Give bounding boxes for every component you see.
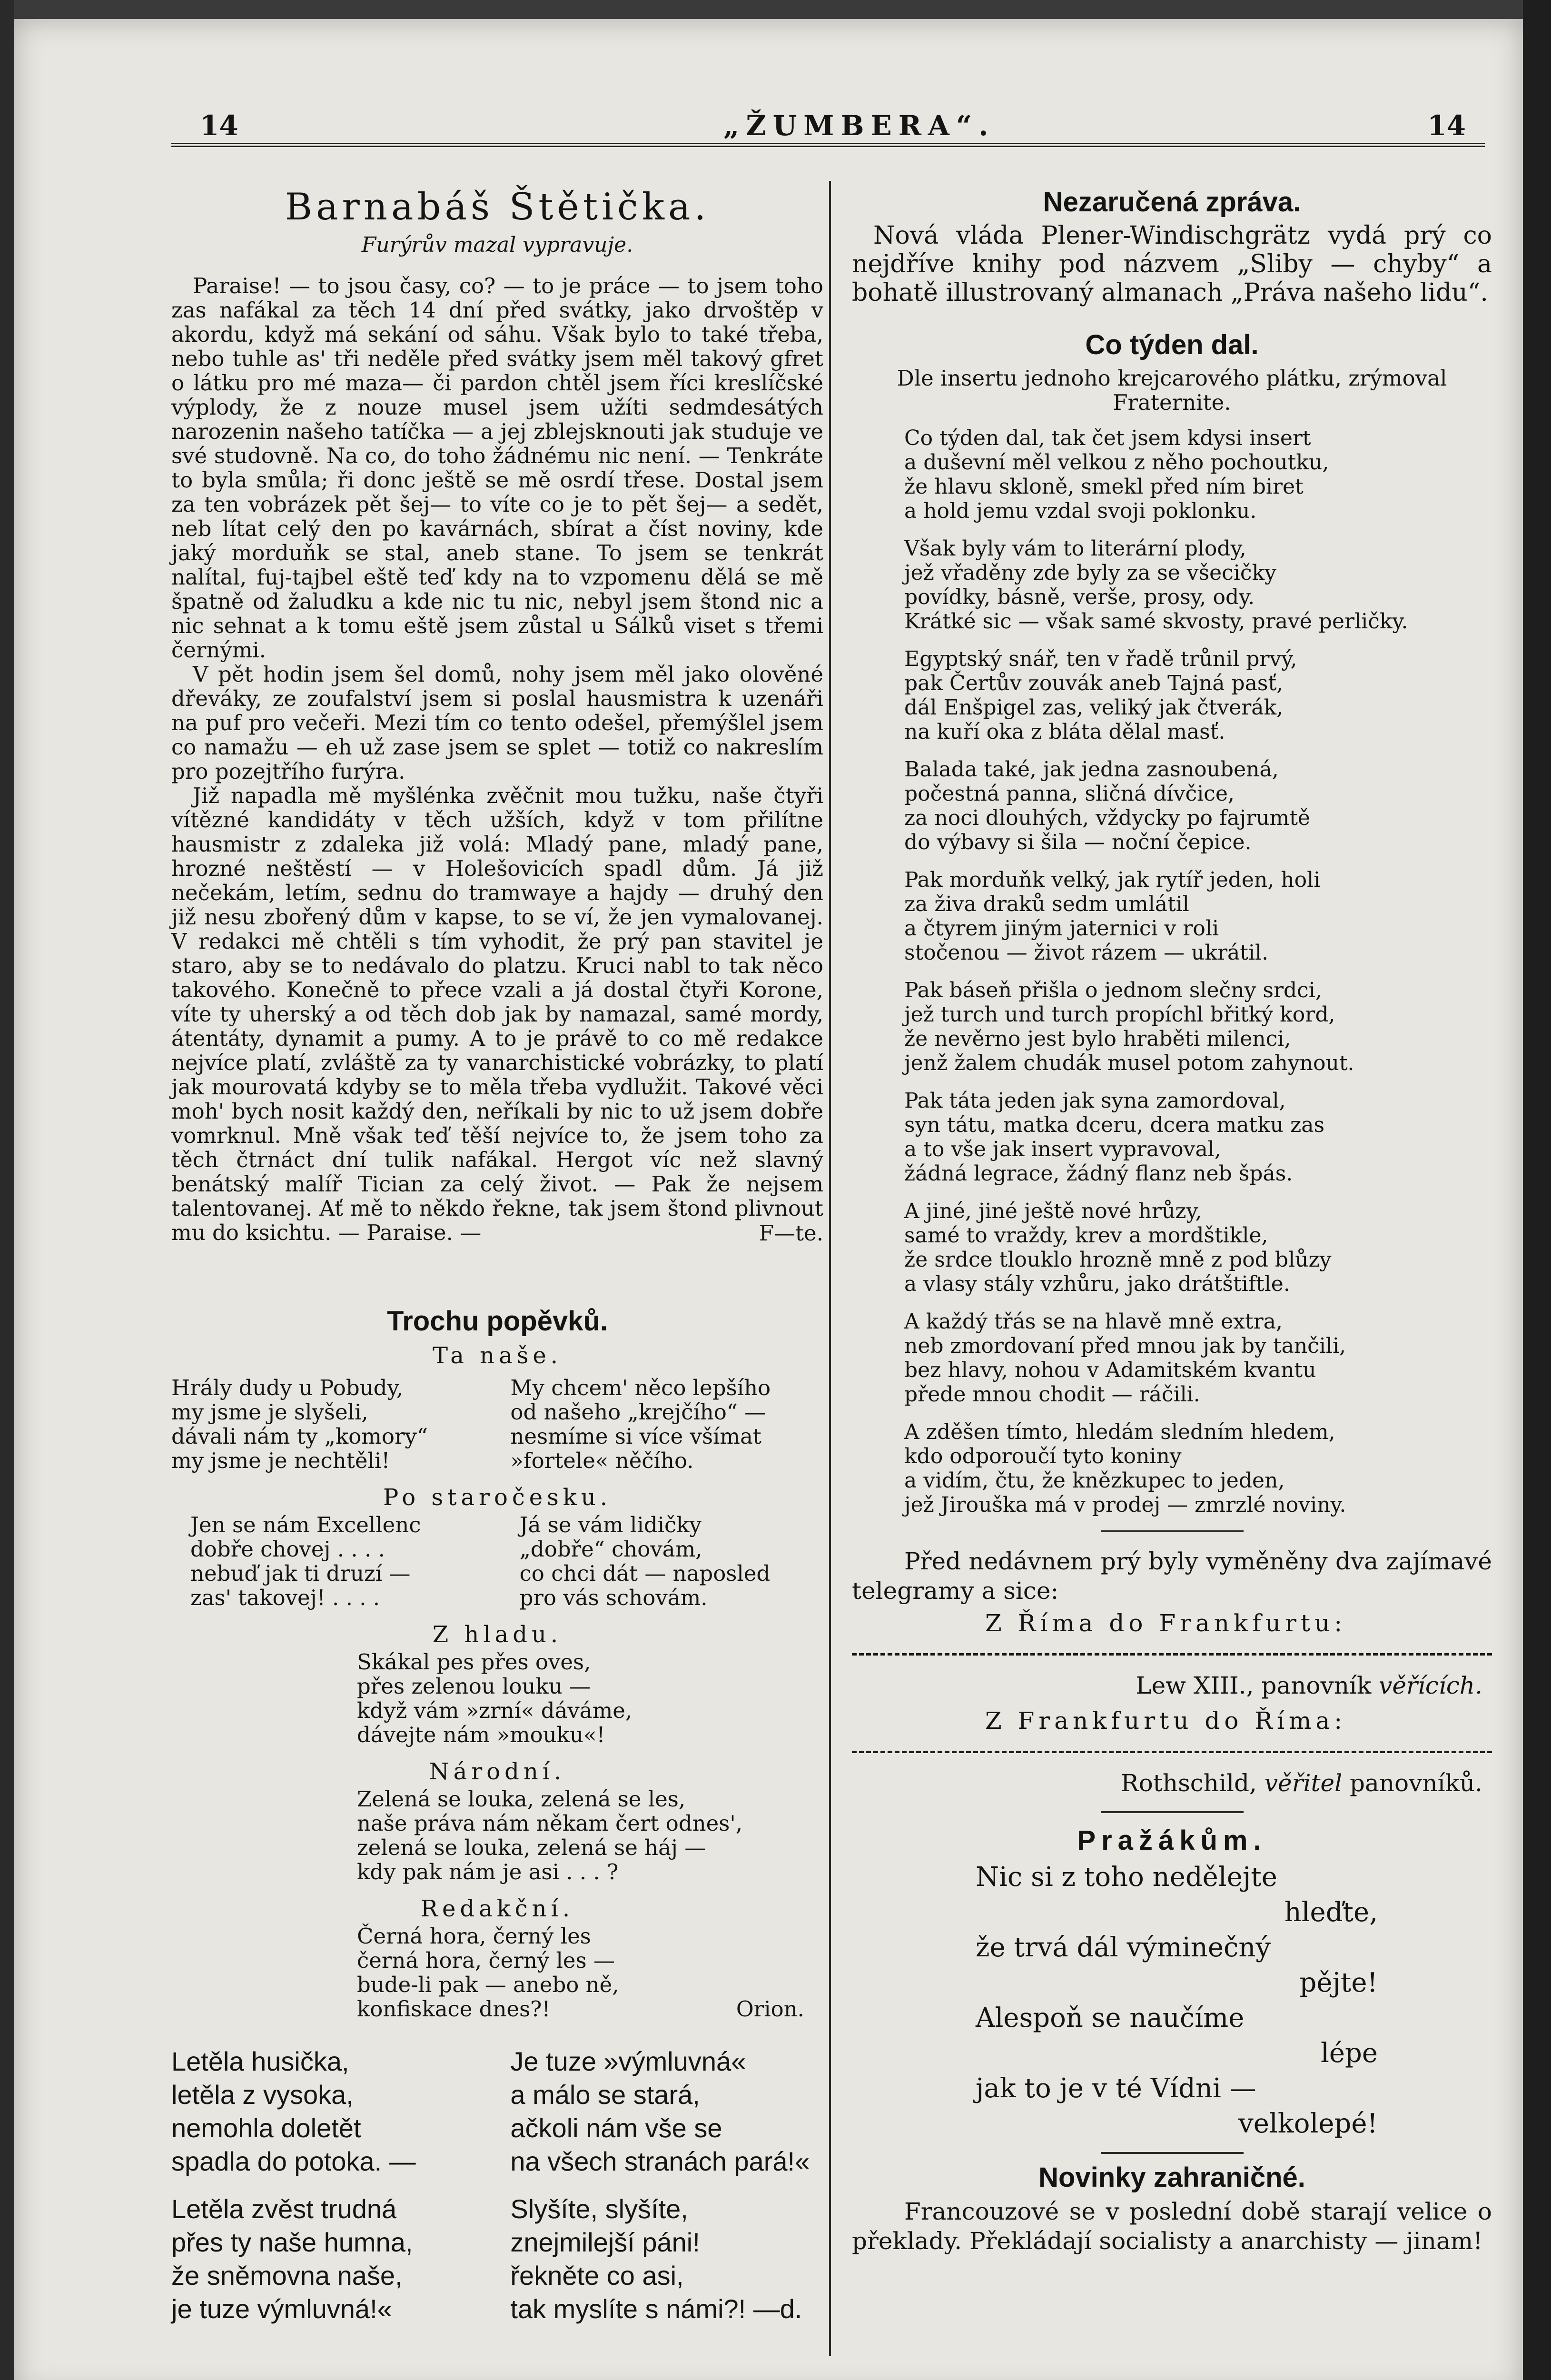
verse-line: a málo se stará, [510,2080,700,2110]
verse-line: za živa draků sedm umlátil [904,892,1189,916]
verse-line-right: hleďte, [1284,1897,1378,1928]
masthead-title: „ŽUMBERA“. [723,109,995,142]
verse-line: Pak táta jeden jak syna zamordoval, [904,1089,1286,1113]
article-paragraph: Paraise! — to jsou časy, co? — to je práce — to jsem toho zas nafákal za těch 14 dní před svátky, jako drvoštěp v akordu, když má sekání od sáhu. Však bylo to také třeba, nebo tuhle as' tři neděle před svátky jsem měl takový gfret o látku pro mé maza— či pardon chtěl jsem říci kreslíčské výplody, že z nouze musel jsem užíti sedmdesátých narozenin našeho tatíčka — a jej zblejsknouti jak studuje ve své studovně. Na co, do toho žádnému nic není. — Tenkráte to byla smůla; ři donc ještě se mě osrdí třese. Dostal jsem za ten vobrázek pět šej— to víte co je to pět šej— a sedět, neb lítat celý den po kavárnách, sbírat a číst noviny, kde jaký morduňk se stal, aneb stane. To jsem se tenkrát nalítal, fuj-tajbel eště teď kdy na to vzpomenu dělá se mě špatně od žaludku a kde nic tu nic, nebyl jsem štond nic a nic sehnat a k tomu eště jsem zůstal u Sálků viset s třemi černými. [171,273,823,663]
verse-line: Krátké sic — však samé skvosty, pravé perličky. [904,609,1408,634]
verse-line: že nevěrno jest bylo hraběti milenci, [904,1027,1291,1051]
verse-line: samé to vraždy, krev a mordštikle, [904,1223,1268,1248]
verse-line: povídky, básně, verše, prosy, ody. [904,585,1255,609]
section-divider [1101,1530,1244,1532]
verse-line: počestná panna, sličná dívčice, [904,782,1235,806]
section-divider [1101,2152,1244,2154]
stanza [904,978,1492,1075]
verse-line: naše práva nám někam čert odnes', [357,1811,743,1836]
verse-line: nesmíme si více všímat [510,1424,762,1449]
section-title-prazakum: Pražákům. [1077,1825,1267,1856]
verse-line: Skákal pes přes oves, [357,1649,591,1675]
poem-signature: Orion. [736,1996,804,2022]
verse-line: kdy pak nám je asi . . . ? [357,1859,619,1884]
column-divider [829,181,831,2356]
article-paragraph: Již napadla mě myšlénka zvěčnit mou tužku, naše čtyři vítězné kandidáty v těch užších, když v tom přilítne hausmistr z zdaleka již volá: Mladý pane, mladý pane, hrozné neštěstí — v Holešovicích spadl dům. Já již nečekám, letím, sednu do tramwaye a hajdy — druhý den již nesu zbořený dům v kapse, to se ví, že jen vymalovanej. V redakci mě chtěli s tím vyhodit, že prý pan stavitel je staro, aby se to nedávalo do platzu. Kruci nabl to tak něco takového. Konečně to přece vzali a já dostal čtyři Korone, víte ty uherský a od těch dob jak by namazal, samé mordy, átentáty, dynamit a pumy. A to je právě to co mě redakce nejvíce platí, zvláště za ty vanarchistické vobrázky, to platí jak mourovatá kdyby se to měla třeba vydlužit. Takové věci moh' bych nosit každý den, neříkali by nic to už jsem dobře vomrknul. Mně však teď těší nejvíce to, že jsem toho za těch čtrnáct dní tulik nafákal. Hergot víc než slavný benátský malíř Tician za celý život. — Pak že nejsem talentovanej. Ať mě to někdo řekne, tak jsem štond plivnout mu do ksichtu. — Paraise. — [171,783,823,1245]
verse-line: že trvá dál výminečný [976,1932,1271,1963]
poem-po-starocesku [190,1513,823,1610]
verse-line: Balada také, jak jedna zasnoubená, [904,757,1279,782]
stanza [904,868,1492,965]
article-subtitle: Furýrův mazal vypravuje. [361,233,633,257]
poem-left-stanza [171,2045,484,2178]
page-number-left: 14 [200,109,238,142]
verse-line: my jsme je nechtěli! [171,1448,390,1473]
verse-line: Letěla zvěst trudná [171,2194,397,2224]
verse-line: Černá hora, černý les [357,1924,591,1949]
verse-line: černá hora, černý les — [357,1948,615,1973]
poem-redakcni [357,1924,823,2021]
poem-right-stanza [510,1376,823,1473]
header-rule [171,143,1485,147]
verse-line: a čtyrem jiným jaternici v roli [904,916,1219,941]
verse-line-right: lépe [1320,2038,1378,2069]
verse-line: ačkoli nám vše se [510,2113,722,2143]
verse-line: a to vše jak insert vypravoval, [904,1137,1221,1161]
stanza [904,426,1492,523]
telegram-signature-italic: věřících. [1379,1672,1482,1699]
poem-right-stanza [510,2045,823,2178]
verse-line: a hold jemu vzdal svoji poklonku. [904,499,1257,523]
article-signature: F—te. [759,1220,823,1246]
nezarucena-body [852,221,1492,307]
verse-line: od našeho „krejčího“ — [510,1399,766,1425]
poem-right-stanza [520,1513,823,1610]
verse-line: »fortele« něčího. [510,1448,694,1473]
verse-line: Jen se nám Excellenc [190,1512,421,1537]
verse-line: Co týden dal, tak čet jsem kdysi insert [904,426,1311,450]
verse-line: Alespoň se naučíme [976,2003,1245,2033]
verse-line: Pak báseň přišla o jednom slečny srdci, [904,978,1322,1002]
telegram-dashes [852,1751,1492,1753]
verse-line: Pak morduňk velký, jak rytíř jeden, holi [904,868,1321,892]
verse-line: Však byly vám to literární plody, [904,536,1246,561]
verse-line: a vlasy stály vzhůru, jako drátštiftle. [904,1272,1290,1296]
verse-line: přes zelenou louku — [357,1674,591,1699]
page-header [171,100,1485,143]
poem-heading: Národní. [429,1758,566,1785]
verse-line: přede mnou chodit — ráčili. [904,1382,1200,1407]
right-column [852,183,1492,2256]
verse-line: syn tátu, matka dceru, dcera matku zas [904,1113,1325,1137]
stanza [904,1089,1492,1186]
telegramy-section [852,1547,1492,1801]
novinky-text: Francouzové se v poslední době starají velice o překlady. Překládají socialisty a anarchisty — jinam! [852,2198,1492,2255]
scan-top-edge [0,0,1551,19]
verse-line: jež vřaděny zde byly za se všecičky [904,561,1277,585]
poem-heading: Ta naše. [433,1342,562,1369]
poems-title: Trochu popěvků. [386,1306,608,1337]
verse-line: Slyšíte, slyšíte, [510,2194,688,2224]
verse-line: jak to je v té Vídni — [976,2073,1256,2104]
verse-line: jenž žalem chudák musel potom zahynout. [904,1051,1354,1075]
scan-right-edge [1523,0,1551,2380]
verse-line: na všech stranách pará!« [510,2146,810,2176]
verse-line: zas' takovej! . . . . [190,1585,380,1610]
stanza [904,1420,1492,1517]
verse-line: přes ty naše humna, [171,2227,413,2257]
verse-line: a duševní měl velkou z něho pochoutku, [904,450,1329,475]
poem-heading: Po staročesku. [383,1484,612,1511]
verse-line: bez hlavy, nohou v Adamitském kvantu [904,1358,1316,1382]
verse-line: nemohla doletět [171,2113,361,2143]
verse-line: Egyptský snář, ten v řadě trůnil prvý, [904,647,1297,671]
telegramy-intro: Před nedávnem prý byly vyměněny dva zajímavé telegramy a sice: [852,1547,1492,1605]
verse-line: My chcem' něco lepšího [510,1375,771,1400]
verse-line: A jiné, jiné ještě nové hrůzy, [904,1199,1202,1223]
verse-line: bude-li pak — anebo ně, [357,1972,619,1997]
verse-line: pro vás schovám. [519,1585,708,1610]
verse-line: dávejte nám »mouku«! [357,1722,605,1747]
verse-line: jež Jirouška má v prodej — zmrzlé noviny. [904,1493,1346,1517]
verse-line: zelená se louka, zelená se háj — [357,1835,706,1860]
prazakum-poem [852,1860,1492,2142]
section-title-tyden: Co týden dal. [1085,329,1259,360]
verse-line: žádná legrace, žádný flanz neb špás. [904,1161,1293,1186]
verse-line: Je tuze »výmluvná« [510,2046,746,2076]
verse-line: Nic si z toho nedělejte [976,1862,1277,1893]
poem-heading: Z hladu. [432,1621,563,1648]
verse-line: dobře chovej . . . . [190,1537,385,1562]
verse-line: jež turch und turch propíchl břitký kord, [904,1002,1335,1027]
tyden-intro: Dle insertu jednoho krejcarového plátku, zrýmoval Fraternite. [897,366,1447,415]
article-paragraph: V pět hodin jsem šel domů, nohy jsem měl jako olověné dřeváky, ze zoufalství jsem si poslal hausmistra k uzenáři na puf pro večeři. Mezi tím co tento odešel, přemýšlel jsem co namažu — eh už zase jsem se splet — totiž co nakreslím pro pozejtřího furýra. [171,662,823,784]
verse-line: Já se vám lidičky [519,1512,701,1537]
poem-narodni [357,1787,823,1884]
verse-line: kdo odporoučí tyto koniny [904,1444,1182,1468]
stanza [904,536,1492,634]
poem-husicka [171,2045,823,2178]
section-divider [1101,1811,1244,1813]
stanza [904,1309,1492,1407]
poem-right-stanza [510,2192,823,2326]
verse-line: a vidím, čtu, že knězkupec to jeden, [904,1468,1285,1493]
verse-line: znejmilejší páni! [510,2227,700,2257]
verse-line: A každý třás se na hlavě mně extra, [904,1309,1283,1334]
telegram-heading: Z Říma do Frankfurtu: [985,1609,1347,1637]
verse-line: do výbavy si šila — noční čepice. [904,830,1252,854]
verse-line: řekněte co asi, [510,2261,684,2291]
poem-zvest [171,2192,823,2326]
verse-line: letěla z vysoka, [171,2080,354,2110]
verse-line: pak Čertův zouvák aneb Tajná pasť, [904,671,1284,695]
telegram-signature-italic: věřitel [1264,1769,1343,1797]
section-title-nezarucena: Nezaručená zpráva. [1043,187,1301,218]
nezarucena-text: Nová vláda Plener-Windischgrätz vydá prý co nejdříve knihy pod názvem „Sliby — chyby“ a bohatě illustrovaný almanach „Práva našeho lidu“. [852,221,1492,307]
telegram-heading: Z Frankfurtu do Říma: [985,1707,1347,1735]
verse-line: nebuď jak ti druzí — [190,1561,411,1586]
verse-line-right: pějte! [1299,1967,1378,1998]
page-number-right: 14 [1427,109,1466,142]
verse-line: když vám »zrní« dáváme, [357,1698,632,1723]
poem-left-stanza [190,1513,494,1610]
verse-line: za noci dlouhých, vždycky po fajrumtě [904,806,1310,830]
poem-ta-nase [171,1376,823,1473]
verse-line: na kuří oka z bláta dělal masť. [904,720,1225,744]
verse-line: že hlavu skloně, smekl před ním biret [904,475,1304,499]
article-title: Barnabáš Štětička. [285,186,710,228]
verse-line: tak myslíte s námi?! —d. [510,2294,802,2324]
verse-line: Hrály dudy u Pobudy, [171,1375,404,1400]
verse-line: že sněmovna naše, [171,2261,403,2291]
verse-line: že srdce tlouklo hrozně mně z pod blůzy [904,1248,1332,1272]
verse-line: stočenou — život rázem — ukrátil. [904,941,1269,965]
verse-line: spadla do potoka. — [171,2146,416,2176]
section-title-novinky: Novinky zahraničné. [1038,2162,1305,2193]
verse-line: je tuze výmluvná!« [171,2294,392,2324]
stanza [904,1199,1492,1296]
stanza [904,647,1492,744]
verse-line: A zděšen tímto, hledám sledním hledem, [904,1420,1335,1444]
article-body [171,274,823,1245]
poem-left-stanza [171,1376,484,1473]
verse-line: neb zmordovaní před mnou jak by tančili, [904,1334,1346,1358]
verse-line: dál Enšpigel zas, veliký jak čtverák, [904,695,1284,720]
telegram-signature [852,1765,1492,1801]
verse-line: dávali nám ty „komory“ [171,1424,428,1449]
verse-line: my jsme je slyšeli, [171,1399,368,1425]
verse-line: „dobře“ chovám, [519,1537,702,1562]
verse-line: co chci dát — naposled [519,1561,771,1586]
telegram-signature-text: Lew XIII., panovník [1136,1672,1379,1699]
telegram-signature [852,1668,1492,1703]
left-column [171,183,823,2326]
novinky-body [852,2197,1492,2256]
verse-line: Letěla husička, [171,2046,349,2076]
poem-z-hladu [357,1650,823,1747]
tyden-poem [904,426,1492,1517]
verse-line-right: velkolepé! [1238,2108,1378,2139]
telegram-signature-end: panovníků. [1342,1769,1482,1797]
telegram-signature-text: Rothschild, [1121,1769,1265,1797]
poem-heading: Redakční. [420,1895,574,1922]
verse-line: konfiskace dnes?! [357,1996,551,2022]
poem-left-stanza [171,2192,484,2326]
verse-line: Zelená se louka, zelená se les, [357,1786,686,1812]
scan-left-edge [0,0,14,2380]
stanza [904,757,1492,854]
telegram-dashes [852,1653,1492,1656]
